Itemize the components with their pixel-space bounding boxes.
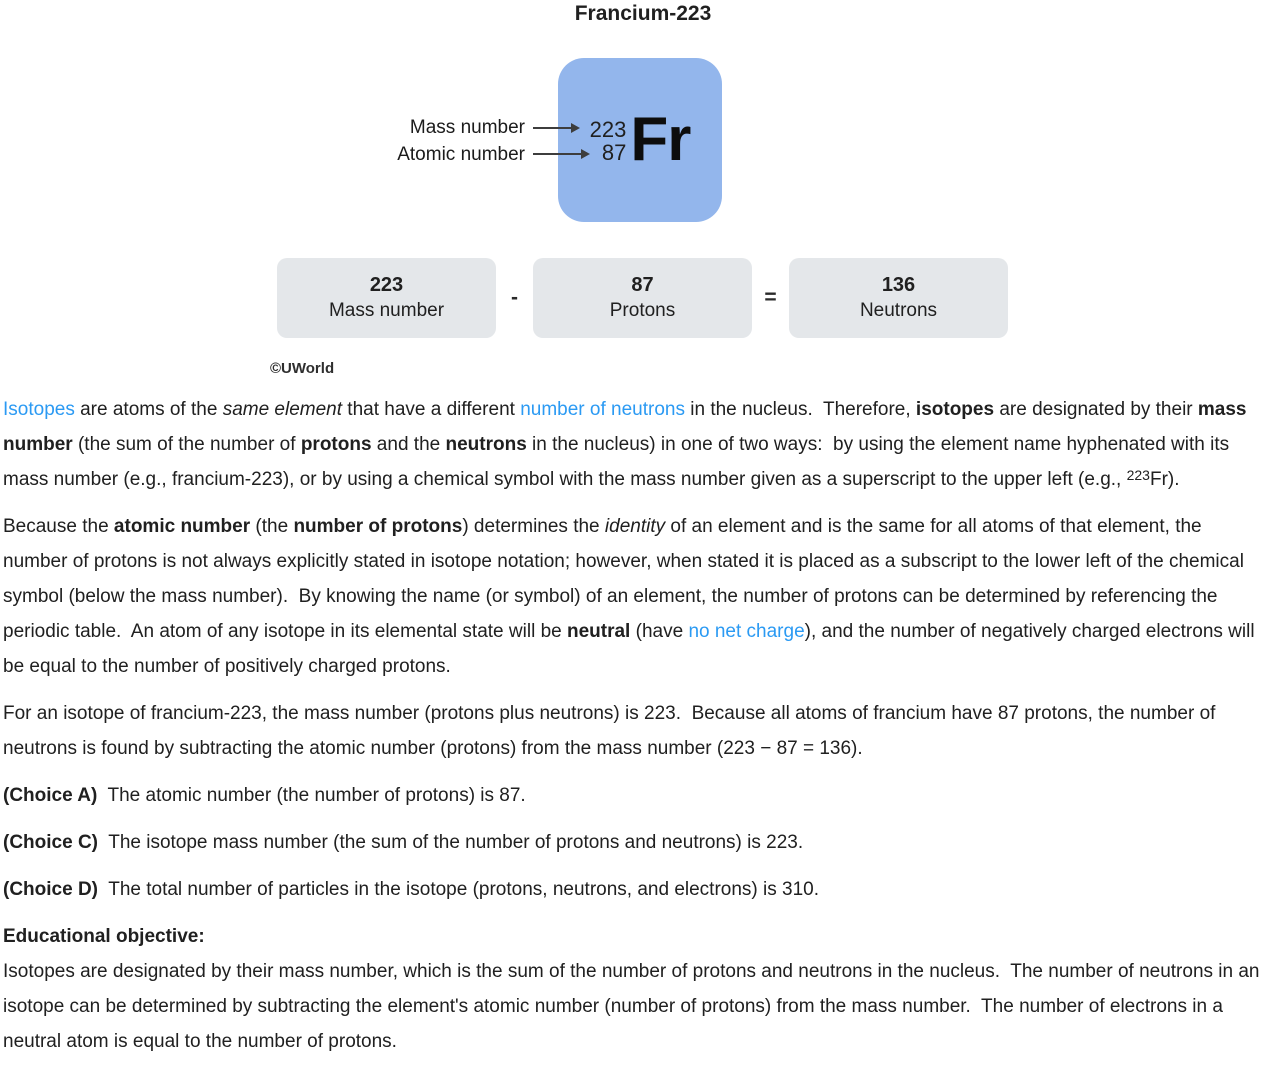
- text-segment: identity: [604, 516, 666, 537]
- text-segment: in the nucleus) in one of two ways: by using the element name hyphenated with its mass number (e.g., francium-223), or by using a chemical symbol with the mass number given as a superscript to the upper left (e.g.,: [3, 434, 1235, 490]
- term-value: 223: [369, 274, 404, 296]
- text-segment: (have: [630, 621, 689, 642]
- text-segment: (Choice A): [3, 785, 98, 806]
- text-segment: neutral: [566, 621, 631, 642]
- paragraph-atomic-number: [3, 509, 1270, 684]
- atomic-number-label: Atomic number: [397, 144, 525, 165]
- text-segment: number of protons: [293, 516, 463, 537]
- element-symbol: Fr: [630, 105, 691, 174]
- mass-number-term: [277, 258, 496, 338]
- paragraph-francium-calculation: [3, 696, 1270, 766]
- text-segment: The isotope mass number (the sum of the number of protons and neutrons) is 223.: [98, 832, 804, 853]
- mass-number-arrow-icon: [533, 127, 572, 129]
- text-segment: (the: [250, 516, 294, 537]
- mass-number-value: 223: [589, 117, 627, 142]
- text-segment: Because the: [3, 516, 114, 537]
- equals-operator: =: [764, 286, 777, 309]
- term-label: Mass number: [328, 300, 445, 321]
- text-segment: (the sum of the number of: [72, 434, 301, 455]
- term-value: 136: [881, 274, 916, 296]
- text-segment: For an isotope of francium-223, the mass number (protons plus neutrons) is 223. Because all atoms of francium have 87 protons, the number of neutrons is found by subtracting the atomic number (protons) from the mass number (223 − 87 = 136).: [3, 703, 1221, 759]
- term-label: Protons: [609, 300, 676, 321]
- paragraph-isotopes-intro: [3, 392, 1270, 497]
- neutrons-term: [789, 258, 1008, 338]
- atomic-number-value: 87: [601, 140, 627, 165]
- text-segment: and the: [371, 434, 446, 455]
- text-segment: Isotopes are designated by their mass number, which is the sum of the number of protons and neutrons in the nucleus. The number of neutrons in an isotope can be determined by subtracting the element's atomic number (number of protons) from the mass number. The number of electrons in a neutral atom is equal to the number of protons.: [3, 961, 1265, 1052]
- choice-d-explanation: [3, 872, 1270, 907]
- text-segment: neutrons: [445, 434, 527, 455]
- atomic-number-arrow-icon: [533, 153, 582, 155]
- isotope-numbers: [590, 118, 627, 164]
- term-value: 87: [631, 274, 654, 296]
- text-segment: of an element and is the same for all atoms of that element, the number of protons is not always explicitly stated in isotope notation; however, when stated it is placed as a subscript to the lower left of the chemical symbol (below the mass number). By knowing the name (or symbol) of an element, the number of protons can be determined by referencing the periodic table. An atom of any isotope in its elemental state will be: [3, 516, 1250, 642]
- copyright-notice: ©UWorld: [270, 360, 335, 377]
- explanation-text: [0, 392, 1280, 1059]
- text-segment: Educational objective:: [3, 926, 205, 947]
- inline-link[interactable]: Isotopes: [3, 399, 75, 420]
- text-segment: isotopes: [915, 399, 995, 420]
- element-tile: [558, 58, 722, 222]
- text-segment: same element: [222, 399, 343, 420]
- neutron-equation: [277, 258, 1008, 338]
- text-segment: atomic number: [113, 516, 251, 537]
- element-tile-content: [558, 58, 722, 222]
- protons-term: [533, 258, 752, 338]
- minus-operator: -: [511, 286, 518, 309]
- educational-objective-text: [3, 954, 1270, 1059]
- inline-link[interactable]: no net charge: [688, 621, 805, 642]
- inline-link[interactable]: number of neutrons: [520, 399, 685, 420]
- text-segment: are atoms of the: [74, 399, 223, 420]
- educational-objective-heading: [3, 919, 1270, 954]
- mass-number-label: Mass number: [409, 117, 525, 138]
- text-segment: that have a different: [342, 399, 521, 420]
- text-segment: The atomic number (the number of protons) is 87.: [97, 785, 526, 806]
- text-segment: ), and the number of negatively charged electrons will be equal to the number of positively charged protons.: [3, 621, 1260, 677]
- text-segment: Fr).: [1149, 469, 1180, 490]
- isotope-figure: [0, 0, 1280, 392]
- text-segment: 223: [1126, 467, 1150, 483]
- text-segment: The total number of particles in the isotope (protons, neutrons, and electrons) is 310.: [98, 879, 819, 900]
- figure-title: Francium-223: [574, 2, 712, 25]
- text-segment: are designated by their: [994, 399, 1198, 420]
- text-segment: mass number: [3, 399, 1252, 455]
- choice-a-explanation: [3, 778, 1270, 813]
- text-segment: protons: [300, 434, 372, 455]
- term-label: Neutrons: [859, 300, 938, 321]
- text-segment: in the nucleus. Therefore,: [684, 399, 916, 420]
- choice-c-explanation: [3, 825, 1270, 860]
- text-segment: ) determines the: [462, 516, 605, 537]
- text-segment: (Choice D): [3, 879, 98, 900]
- text-segment: (Choice C): [3, 832, 98, 853]
